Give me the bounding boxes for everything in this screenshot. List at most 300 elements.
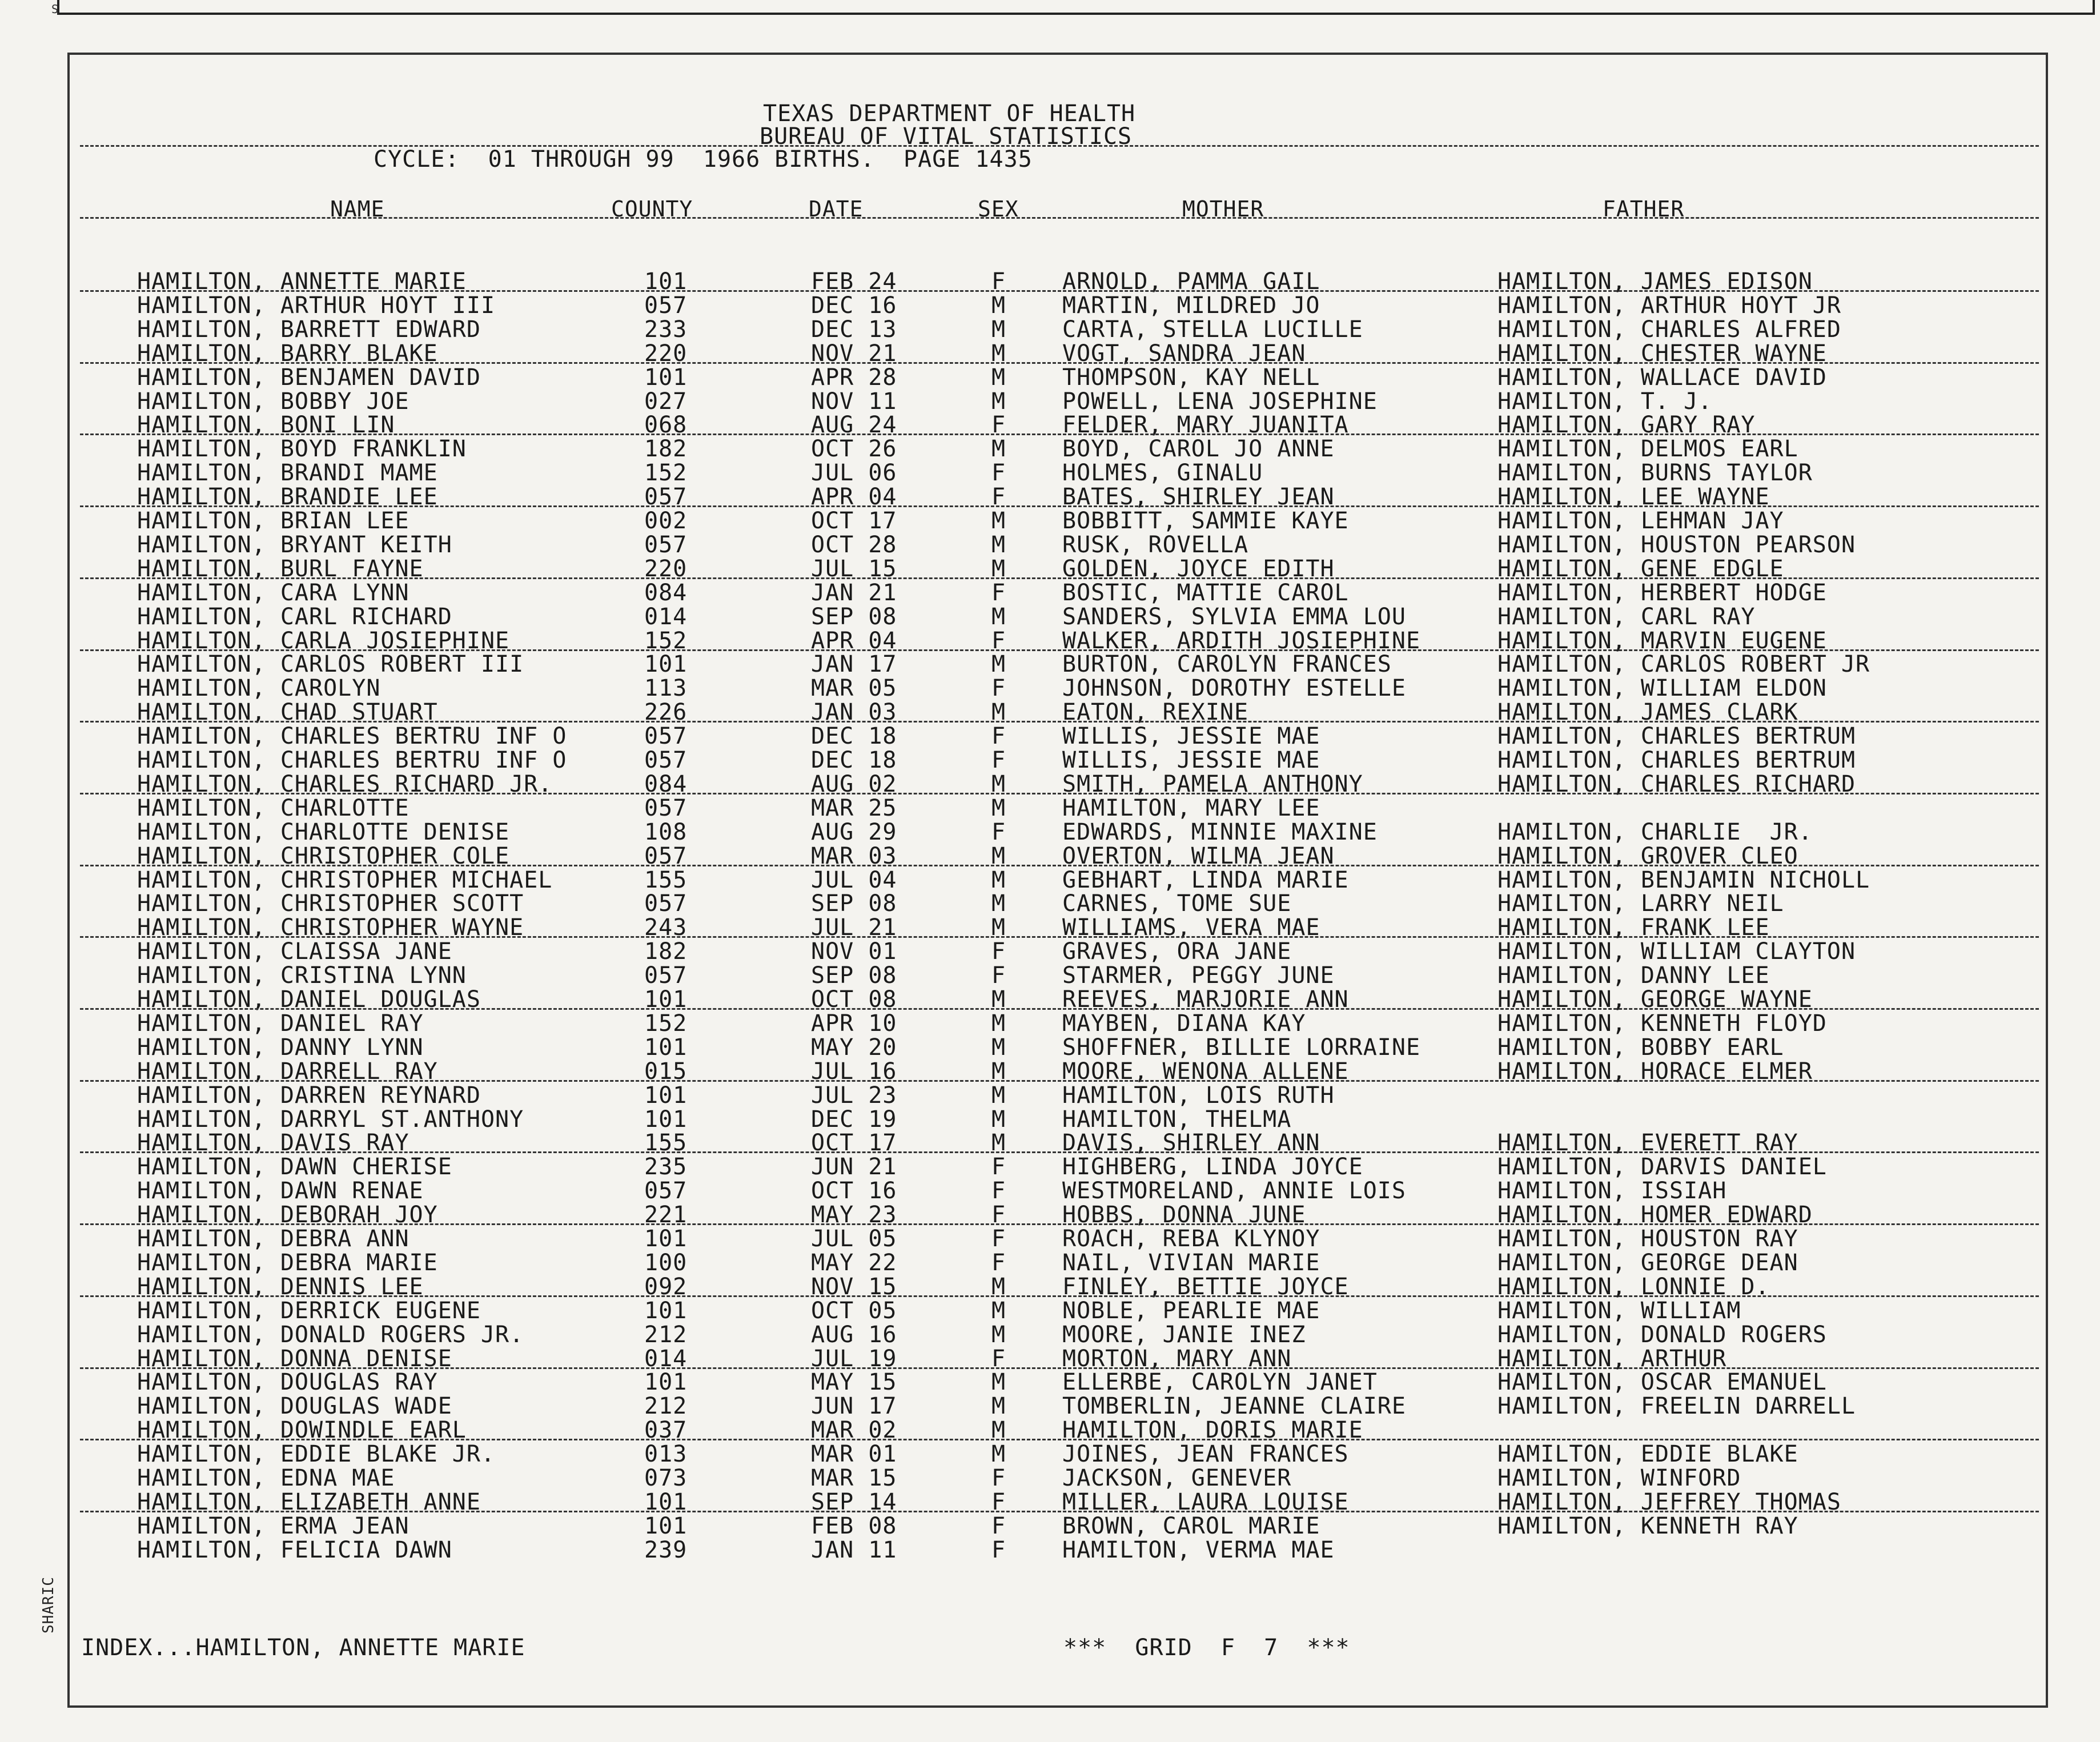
cell-county: 084 (644, 579, 688, 606)
cell-date: OCT 26 (811, 436, 897, 463)
cell-name: HAMILTON, CHARLES BERTRU INF O (137, 747, 567, 773)
cell-father: HAMILTON, FRANK LEE (1497, 914, 1770, 941)
cell-name: HAMILTON, DOUGLAS RAY (137, 1369, 438, 1396)
table-row (0, 294, 2100, 318)
cell-sex: M (991, 842, 1006, 869)
table-row (0, 868, 2100, 892)
cell-mother: NAIL, VIVIAN MARIE (1062, 1249, 1320, 1276)
cell-name: HAMILTON, CARLOS ROBERT III (137, 651, 524, 678)
cell-sex: M (991, 1106, 1006, 1133)
cell-county: 014 (644, 1345, 688, 1372)
table-row (0, 1155, 2100, 1179)
cell-mother: MOORE, JANIE INEZ (1062, 1321, 1306, 1348)
cell-name: HAMILTON, BURL FAYNE (137, 555, 424, 582)
cell-county: 100 (644, 1249, 688, 1276)
table-row (0, 964, 2100, 988)
table-row (0, 1370, 2100, 1394)
cell-date: JUL 05 (811, 1226, 897, 1252)
cell-sex: F (991, 268, 1006, 295)
grid-footer: *** GRID F 7 *** (1063, 1635, 1350, 1661)
cell-father: HAMILTON, WILLIAM CLAYTON (1497, 938, 1856, 965)
table-row (0, 1012, 2100, 1035)
cell-sex: M (991, 1130, 1006, 1157)
cell-date: NOV 01 (811, 938, 897, 965)
cell-mother: CARNES, TOME SUE (1062, 890, 1292, 917)
cell-sex: M (991, 316, 1006, 343)
cell-county: 057 (644, 531, 688, 558)
cell-date: OCT 28 (811, 531, 897, 558)
cell-date: MAR 01 (811, 1441, 897, 1468)
row-rule (80, 649, 2039, 651)
cell-father: HAMILTON, HERBERT HODGE (1497, 579, 1827, 606)
cell-county: 057 (644, 890, 688, 917)
cell-sex: M (991, 914, 1006, 941)
table-row (0, 1035, 2100, 1059)
cell-date: DEC 13 (811, 316, 897, 343)
cell-name: HAMILTON, CRISTINA LYNN (137, 962, 467, 989)
row-rule (80, 362, 2039, 364)
cell-county: 073 (644, 1465, 688, 1491)
cell-mother: DAVIS, SHIRLEY ANN (1062, 1130, 1320, 1157)
cell-name: HAMILTON, ANNETTE MARIE (137, 268, 467, 295)
cell-mother: HIGHBERG, LINDA JOYCE (1062, 1154, 1363, 1181)
cell-sex: F (991, 1154, 1006, 1181)
cell-mother: HOBBS, DONNA JUNE (1062, 1202, 1306, 1229)
cell-name: HAMILTON, DENNIS LEE (137, 1273, 424, 1300)
cell-name: HAMILTON, CAROLYN (137, 675, 381, 702)
cell-sex: M (991, 1393, 1006, 1420)
cell-mother: MARTIN, MILDRED JO (1062, 292, 1320, 319)
cell-name: HAMILTON, ARTHUR HOYT III (137, 292, 496, 319)
cell-sex: M (991, 1273, 1006, 1300)
cell-date: MAR 03 (811, 842, 897, 869)
cell-date: JUL 15 (811, 555, 897, 582)
cell-mother: BOBBITT, SAMMIE KAYE (1062, 508, 1349, 534)
cell-county: 068 (644, 412, 688, 439)
cell-mother: BURTON, CAROLYN FRANCES (1062, 651, 1392, 678)
cell-sex: M (991, 651, 1006, 678)
cell-name: HAMILTON, CARL RICHARD (137, 603, 452, 630)
top-border (57, 0, 2095, 15)
cell-county: 014 (644, 603, 688, 630)
cell-father: HAMILTON, FREELIN DARRELL (1497, 1393, 1856, 1420)
cell-date: DEC 18 (811, 723, 897, 750)
cell-father: HAMILTON, CHESTER WAYNE (1497, 340, 1827, 367)
cell-county: 212 (644, 1393, 688, 1420)
cell-sex: M (991, 603, 1006, 630)
cell-mother: HAMILTON, THELMA (1062, 1106, 1292, 1133)
cell-sex: F (991, 1202, 1006, 1229)
cell-name: HAMILTON, DEBORAH JOY (137, 1202, 438, 1229)
cell-county: 101 (644, 1082, 688, 1109)
cell-name: HAMILTON, CHRISTOPHER SCOTT (137, 890, 524, 917)
cell-date: NOV 21 (811, 340, 897, 367)
cell-sex: M (991, 364, 1006, 391)
cell-sex: F (991, 460, 1006, 487)
cell-father: HAMILTON, DELMOS EARL (1497, 436, 1798, 463)
cell-father: HAMILTON, JAMES EDISON (1497, 268, 1813, 295)
cell-date: NOV 15 (811, 1273, 897, 1300)
cell-county: 101 (644, 1488, 688, 1515)
cell-father: HAMILTON, WILLIAM (1497, 1297, 1741, 1324)
cell-mother: GRAVES, ORA JANE (1062, 938, 1292, 965)
cell-father: HAMILTON, GENE EDGLE (1497, 555, 1784, 582)
cell-sex: F (991, 675, 1006, 702)
cell-sex: M (991, 794, 1006, 821)
cell-county: 013 (644, 1441, 688, 1468)
cell-county: 037 (644, 1417, 688, 1444)
cell-sex: F (991, 412, 1006, 439)
cell-father: HAMILTON, HOUSTON PEARSON (1497, 531, 1856, 558)
cell-father: HAMILTON, CARL RAY (1497, 603, 1756, 630)
corner-mark: S (51, 2, 59, 16)
cell-date: OCT 05 (811, 1297, 897, 1324)
cell-mother: MAYBEN, DIANA KAY (1062, 1010, 1306, 1037)
cell-father: HAMILTON, KENNETH FLOYD (1497, 1010, 1827, 1037)
cell-name: HAMILTON, BRIAN LEE (137, 508, 409, 534)
cell-date: JAN 17 (811, 651, 897, 678)
cell-sex: M (991, 986, 1006, 1013)
cell-date: SEP 08 (811, 890, 897, 917)
cell-county: 101 (644, 1034, 688, 1061)
cell-county: 220 (644, 555, 688, 582)
cell-father: HAMILTON, WILLIAM ELDON (1497, 675, 1827, 702)
cell-father: HAMILTON, LEHMAN JAY (1497, 508, 1784, 534)
cell-father: HAMILTON, DARVIS DANIEL (1497, 1154, 1827, 1181)
cell-county: 108 (644, 818, 688, 845)
cell-mother: POWELL, LENA JOSEPHINE (1062, 388, 1378, 415)
cell-name: HAMILTON, DARRELL RAY (137, 1058, 438, 1085)
row-rule (80, 1151, 2039, 1153)
cell-sex: M (991, 555, 1006, 582)
cell-county: 152 (644, 460, 688, 487)
cell-date: JUL 21 (811, 914, 897, 941)
cell-mother: TOMBERLIN, JEANNE CLAIRE (1062, 1393, 1406, 1420)
cell-county: 239 (644, 1536, 688, 1563)
cell-county: 002 (644, 508, 688, 534)
cell-date: JAN 21 (811, 579, 897, 606)
table-row (0, 581, 2100, 605)
cell-sex: M (991, 866, 1006, 893)
row-rule (80, 1080, 2039, 1082)
cell-name: HAMILTON, CHRISTOPHER MICHAEL (137, 866, 553, 893)
table-row (0, 533, 2100, 557)
cell-father: HAMILTON, WINFORD (1497, 1465, 1741, 1491)
column-header-sex: SEX (978, 196, 1019, 222)
cell-sex: M (991, 1058, 1006, 1085)
cell-father: HAMILTON, JAMES CLARK (1497, 699, 1798, 726)
cell-sex: F (991, 579, 1006, 606)
cell-sex: M (991, 1321, 1006, 1348)
cell-date: JAN 03 (811, 699, 897, 726)
row-rule (80, 1223, 2039, 1225)
cell-father: HAMILTON, CHARLES BERTRUM (1497, 723, 1856, 750)
cell-county: 101 (644, 268, 688, 295)
cell-name: HAMILTON, DOUGLAS WADE (137, 1393, 452, 1420)
cell-sex: M (991, 699, 1006, 726)
cell-date: DEC 16 (811, 292, 897, 319)
cell-sex: M (991, 292, 1006, 319)
cell-father: HAMILTON, LONNIE D. (1497, 1273, 1770, 1300)
table-row (0, 1107, 2100, 1131)
cell-name: HAMILTON, BONI LIN (137, 412, 395, 439)
table-row (0, 892, 2100, 916)
cell-date: AUG 16 (811, 1321, 897, 1348)
cell-date: AUG 24 (811, 412, 897, 439)
cell-name: HAMILTON, EDDIE BLAKE JR. (137, 1441, 496, 1468)
column-header-rule (80, 217, 2039, 219)
cell-name: HAMILTON, DONALD ROGERS JR. (137, 1321, 524, 1348)
cell-mother: HAMILTON, VERMA MAE (1062, 1536, 1335, 1563)
table-row (0, 390, 2100, 414)
cell-mother: BOSTIC, MATTIE CAROL (1062, 579, 1349, 606)
cell-date: JUN 17 (811, 1393, 897, 1420)
table-row (0, 676, 2100, 700)
cell-mother: ARNOLD, PAMMA GAIL (1062, 268, 1320, 295)
row-rule (80, 793, 2039, 794)
cell-county: 233 (644, 316, 688, 343)
cell-mother: HAMILTON, DORIS MARIE (1062, 1417, 1363, 1444)
cell-sex: F (991, 1512, 1006, 1539)
cell-mother: WALKER, ARDITH JOSIEPHINE (1062, 627, 1421, 654)
cell-name: HAMILTON, CHARLES BERTRU INF O (137, 723, 567, 750)
cell-name: HAMILTON, CARA LYNN (137, 579, 409, 606)
cell-name: HAMILTON, DARREN REYNARD (137, 1082, 481, 1109)
cell-mother: FINLEY, BETTIE JOYCE (1062, 1273, 1349, 1300)
table-row (0, 1083, 2100, 1107)
cell-father: HAMILTON, OSCAR EMANUEL (1497, 1369, 1827, 1396)
cell-father: HAMILTON, WALLACE DAVID (1497, 364, 1827, 391)
row-rule (80, 1008, 2039, 1010)
row-rule (80, 577, 2039, 579)
cell-sex: F (991, 1345, 1006, 1372)
cell-county: 113 (644, 675, 688, 702)
table-row (0, 509, 2100, 533)
cell-name: HAMILTON, CHRISTOPHER COLE (137, 842, 510, 869)
cell-date: JUL 04 (811, 866, 897, 893)
cell-name: HAMILTON, DONNA DENISE (137, 1345, 452, 1372)
cell-mother: GEBHART, LINDA MARIE (1062, 866, 1349, 893)
cell-name: HAMILTON, EDNA MAE (137, 1465, 395, 1491)
cell-date: OCT 08 (811, 986, 897, 1013)
cell-sex: F (991, 938, 1006, 965)
table-row (0, 1227, 2100, 1251)
table-row (0, 461, 2100, 485)
header-line-2: BUREAU OF VITAL STATISTICS (760, 123, 1133, 150)
cell-county: 101 (644, 651, 688, 678)
cell-father: HAMILTON, ARTHUR (1497, 1345, 1727, 1372)
cell-name: HAMILTON, CHARLOTTE DENISE (137, 818, 510, 845)
cell-mother: JACKSON, GENEVER (1062, 1465, 1292, 1491)
cell-sex: M (991, 340, 1006, 367)
cell-name: HAMILTON, CHARLOTTE (137, 794, 409, 821)
cell-father: HAMILTON, CHARLES RICHARD (1497, 770, 1856, 797)
cell-name: HAMILTON, CHRISTOPHER WAYNE (137, 914, 524, 941)
cell-sex: F (991, 747, 1006, 773)
cell-county: 155 (644, 1130, 688, 1157)
cell-name: HAMILTON, BRANDI MAME (137, 460, 438, 487)
cell-mother: MOORE, WENONA ALLENE (1062, 1058, 1349, 1085)
row-rule (80, 505, 2039, 507)
cell-mother: FELDER, MARY JUANITA (1062, 412, 1349, 439)
table-row (0, 1538, 2100, 1562)
cell-date: MAR 25 (811, 794, 897, 821)
cell-name: HAMILTON, BRYANT KEITH (137, 531, 452, 558)
cell-date: FEB 24 (811, 268, 897, 295)
cell-date: AUG 29 (811, 818, 897, 845)
cell-date: OCT 17 (811, 1130, 897, 1157)
cell-date: APR 04 (811, 484, 897, 511)
row-rule (80, 721, 2039, 723)
table-row (0, 1179, 2100, 1203)
cell-mother: WESTMORELAND, ANNIE LOIS (1062, 1178, 1406, 1205)
cell-county: 084 (644, 770, 688, 797)
cell-date: AUG 02 (811, 770, 897, 797)
cell-sex: M (991, 770, 1006, 797)
table-row (0, 1442, 2100, 1466)
cell-county: 243 (644, 914, 688, 941)
cell-date: JUN 21 (811, 1154, 897, 1181)
cell-mother: CARTA, STELLA LUCILLE (1062, 316, 1363, 343)
cell-father: HAMILTON, ISSIAH (1497, 1178, 1727, 1205)
row-rule (80, 434, 2039, 435)
cell-date: FEB 08 (811, 1512, 897, 1539)
cell-name: HAMILTON, DAWN CHERISE (137, 1154, 452, 1181)
cell-county: 235 (644, 1154, 688, 1181)
cell-father: HAMILTON, ARTHUR HOYT JR (1497, 292, 1841, 319)
cell-sex: M (991, 388, 1006, 415)
row-rule (80, 936, 2039, 938)
cell-mother: WILLIS, JESSIE MAE (1062, 723, 1320, 750)
cell-county: 057 (644, 794, 688, 821)
cell-sex: M (991, 436, 1006, 463)
cell-county: 182 (644, 436, 688, 463)
cell-name: HAMILTON, DAVIS RAY (137, 1130, 409, 1157)
cell-sex: F (991, 627, 1006, 654)
cell-date: SEP 08 (811, 962, 897, 989)
cell-county: 101 (644, 1512, 688, 1539)
cell-sex: M (991, 1010, 1006, 1037)
cell-name: HAMILTON, BARRETT EDWARD (137, 316, 481, 343)
cell-date: JUL 19 (811, 1345, 897, 1372)
cell-mother: BATES, SHIRLEY JEAN (1062, 484, 1335, 511)
cell-father: HAMILTON, JEFFREY THOMAS (1497, 1488, 1841, 1515)
cell-mother: THOMPSON, KAY NELL (1062, 364, 1320, 391)
cell-father: HAMILTON, LARRY NEIL (1497, 890, 1784, 917)
cell-county: 015 (644, 1058, 688, 1085)
cell-name: HAMILTON, CHAD STUART (137, 699, 438, 726)
cell-father: HAMILTON, BURNS TAYLOR (1497, 460, 1813, 487)
column-header-mother: MOTHER (1182, 196, 1264, 222)
cell-father: HAMILTON, KENNETH RAY (1497, 1512, 1798, 1539)
row-rule (80, 290, 2039, 292)
side-label: SHARIC (40, 1576, 57, 1633)
cell-date: DEC 19 (811, 1106, 897, 1133)
cell-county: 057 (644, 1178, 688, 1205)
cell-county: 057 (644, 842, 688, 869)
cell-father: HAMILTON, GARY RAY (1497, 412, 1756, 439)
cell-county: 101 (644, 1226, 688, 1252)
cell-name: HAMILTON, ELIZABETH ANNE (137, 1488, 481, 1515)
cell-name: HAMILTON, DAWN RENAE (137, 1178, 424, 1205)
table-row (0, 1299, 2100, 1323)
cell-father: HAMILTON, CHARLES ALFRED (1497, 316, 1841, 343)
cell-sex: M (991, 1082, 1006, 1109)
cell-sex: M (991, 1441, 1006, 1468)
cell-name: HAMILTON, DEBRA MARIE (137, 1249, 438, 1276)
cell-father: HAMILTON, GEORGE DEAN (1497, 1249, 1798, 1276)
cell-date: SEP 08 (811, 603, 897, 630)
cell-mother: WILLIAMS, VERA MAE (1062, 914, 1320, 941)
cell-date: APR 04 (811, 627, 897, 654)
cell-sex: F (991, 962, 1006, 989)
cell-mother: JOHNSON, DOROTHY ESTELLE (1062, 675, 1406, 702)
cell-sex: M (991, 508, 1006, 534)
cell-father: HAMILTON, GROVER CLEO (1497, 842, 1798, 869)
cell-name: HAMILTON, BOBBY JOE (137, 388, 409, 415)
cell-mother: HOLMES, GINALU (1062, 460, 1263, 487)
cell-date: NOV 11 (811, 388, 897, 415)
cell-county: 101 (644, 1297, 688, 1324)
cell-county: 152 (644, 1010, 688, 1037)
cell-county: 101 (644, 1106, 688, 1133)
cell-county: 101 (644, 986, 688, 1013)
cell-father: HAMILTON, CHARLES BERTRUM (1497, 747, 1856, 773)
header-line-1: TEXAS DEPARTMENT OF HEALTH (763, 101, 1136, 127)
cell-mother: NOBLE, PEARLIE MAE (1062, 1297, 1320, 1324)
cell-mother: JOINES, JEAN FRANCES (1062, 1441, 1349, 1468)
cell-mother: MORTON, MARY ANN (1062, 1345, 1292, 1372)
cell-date: DEC 18 (811, 747, 897, 773)
cell-name: HAMILTON, BARRY BLAKE (137, 340, 438, 367)
cell-mother: HAMILTON, LOIS RUTH (1062, 1082, 1335, 1109)
cell-sex: M (991, 1034, 1006, 1061)
cell-date: MAY 20 (811, 1034, 897, 1061)
cell-sex: M (991, 1297, 1006, 1324)
table-row (0, 796, 2100, 820)
cell-county: 155 (644, 866, 688, 893)
table-row (0, 437, 2100, 461)
table-row (0, 1251, 2100, 1275)
cell-date: JAN 11 (811, 1536, 897, 1563)
cell-name: HAMILTON, BENJAMEN DAVID (137, 364, 481, 391)
cell-sex: F (991, 723, 1006, 750)
cell-mother: EDWARDS, MINNIE MAXINE (1062, 818, 1378, 845)
table-row (0, 652, 2100, 676)
table-row (0, 366, 2100, 390)
cell-sex: F (991, 1226, 1006, 1252)
column-header-date: DATE (809, 196, 864, 222)
cell-county: 101 (644, 364, 688, 391)
row-rule (80, 1511, 2039, 1512)
cell-mother: GOLDEN, JOYCE EDITH (1062, 555, 1335, 582)
cell-mother: RUSK, ROVELLA (1062, 531, 1249, 558)
cell-county: 092 (644, 1273, 688, 1300)
cell-name: HAMILTON, FELICIA DAWN (137, 1536, 452, 1563)
cell-county: 057 (644, 747, 688, 773)
table-row (0, 748, 2100, 772)
cell-mother: SMITH, PAMELA ANTHONY (1062, 770, 1363, 797)
cell-county: 101 (644, 1369, 688, 1396)
cell-sex: M (991, 1417, 1006, 1444)
cell-father: HAMILTON, BENJAMIN NICHOLL (1497, 866, 1870, 893)
column-header-father: FATHER (1603, 196, 1685, 222)
cell-date: JUL 16 (811, 1058, 897, 1085)
cell-mother: REEVES, MARJORIE ANN (1062, 986, 1349, 1013)
cell-mother: SANDERS, SYLVIA EMMA LOU (1062, 603, 1406, 630)
cell-county: 057 (644, 962, 688, 989)
cell-sex: F (991, 1536, 1006, 1563)
